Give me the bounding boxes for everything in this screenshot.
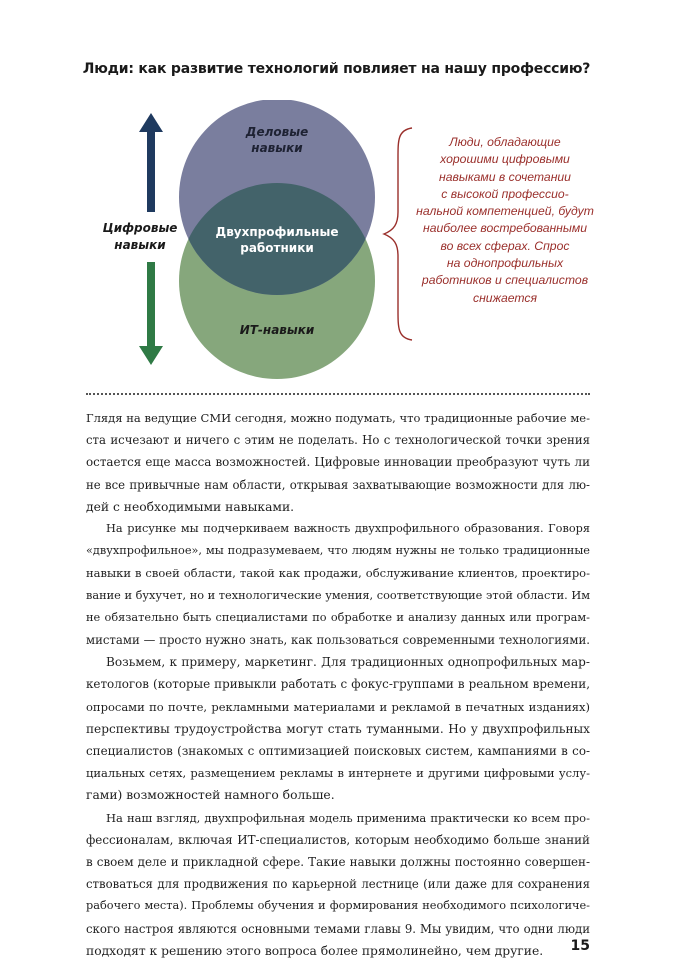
dual-profile-line-1: Двухпрофильные <box>215 225 339 239</box>
text-line: рабочего места). Проблемы обучения и формирования необходимого психологиче- <box>86 899 590 913</box>
dual-profile-label <box>202 224 352 256</box>
text-line: «двухпрофильное», мы подразумеваем, что людям нужны не только традиционные <box>86 544 590 558</box>
text-line: ста исчезают и ничего с этим не поделать. Но с технологической точки зрения <box>86 433 590 448</box>
paragraph-2 <box>86 518 590 651</box>
annotation-line: с высокой профессио- <box>441 186 569 201</box>
text-line: Возьмем, к примеру, маркетинг. Для традиционных однопрофильных мар- <box>106 655 590 670</box>
text-line: перспективы трудоустройства могут стать туманными. Но у двухпрофильных <box>86 721 590 736</box>
arrow-down-icon <box>139 262 163 365</box>
annotation-line: Люди, обладающие <box>449 135 561 149</box>
text-line: ского настроя являются основными темами главы 9. Мы увидим, что одни люди <box>86 921 590 936</box>
text-line: не все привычные нам области, открывая захватывающие возможности для лю- <box>86 477 590 492</box>
digital-skills-line-1: Цифровые <box>102 221 178 235</box>
business-skills-line-2: навыки <box>251 141 303 155</box>
paragraph-4 <box>86 807 590 962</box>
page-number: 15 <box>570 938 590 954</box>
annotation-line: снижается <box>472 290 537 305</box>
annotation-line: работников и специалистов <box>421 273 589 288</box>
text-line: остается еще масса возможностей. Цифровые инновации преобразуют чуть ли <box>86 455 590 470</box>
annotation-line: навыками в сочетании <box>439 169 571 184</box>
text-line: кетологов (которые привыкли работать с фокус-группами в реальном времени, <box>86 677 590 692</box>
text-line: в своем деле и прикладной сфере. Такие навыки должны постоянно совершен- <box>86 855 590 870</box>
annotation-line: хорошими цифровыми <box>440 152 570 167</box>
text-line: фессионалам, включая ИТ-специалистов, которым необходимо больше знаний <box>86 832 590 847</box>
paragraph-3 <box>86 651 590 806</box>
text-line: мистами — просто нужно знать, как пользоваться современными технологиями. <box>86 633 590 648</box>
digital-skills-label <box>88 220 192 254</box>
text-line: вание и бухучет, но и технологические умения, соответствующие этой области. Им <box>86 588 590 602</box>
business-skills-line-1: Деловые <box>245 125 309 139</box>
page-title: Люди: как развитие технологий повлияет на нашу профессию? <box>82 61 591 77</box>
annotation-line: нальной компетенцией, будут <box>416 204 594 219</box>
annotation-line: во всех сферах. Спрос <box>440 238 570 253</box>
text-line: навыки в своей области, такой как продажи, обслуживание клиентов, проектиро- <box>86 566 590 581</box>
annotation-line: наиболее востребованными <box>422 221 587 236</box>
text-line: не обязательно быть специалистами по обработке и анализу данных или програм- <box>86 610 590 624</box>
text-line: дей с необходимыми навыками. <box>86 499 295 514</box>
text-line: опросами по почте, рекламными материалами и рекламой в печатных изданиях) <box>86 699 590 714</box>
text-line: специалистов (знакомых с оптимизацией поисковых систем, кампаниями в со- <box>86 744 590 759</box>
it-skills-label: ИТ-навыки <box>239 323 315 337</box>
text-line: подходят к решению этого вопроса более прямолинейно, чем другие. <box>86 943 544 958</box>
body-text <box>86 407 590 962</box>
text-line: На рисунке мы подчеркиваем важность двухпрофильного образования. Говоря <box>106 522 590 536</box>
arrow-up-icon <box>139 113 163 212</box>
text-line: гами) возможностей намного больше. <box>86 788 335 803</box>
text-line: циальных сетях, размещением рекламы в интернете и другими цифровыми услу- <box>86 766 590 781</box>
annotation-line: на однопрофильных <box>446 256 564 271</box>
paragraph-1 <box>86 407 590 518</box>
venn-diagram <box>0 100 673 385</box>
dotted-divider <box>86 393 590 395</box>
business-skills-label <box>217 124 337 156</box>
text-line: На наш взгляд, двухпрофильная модель применима практически ко всем про- <box>106 810 590 825</box>
brace-annotation <box>407 134 603 307</box>
text-line: Глядя на ведущие СМИ сегодня, можно подумать, что традиционные рабочие ме- <box>86 411 590 425</box>
text-line: ствоваться для продвижения по карьерной лестнице (или даже для сохранения <box>86 877 590 892</box>
digital-skills-line-2: навыки <box>114 238 166 252</box>
dual-profile-line-2: работники <box>240 241 314 255</box>
